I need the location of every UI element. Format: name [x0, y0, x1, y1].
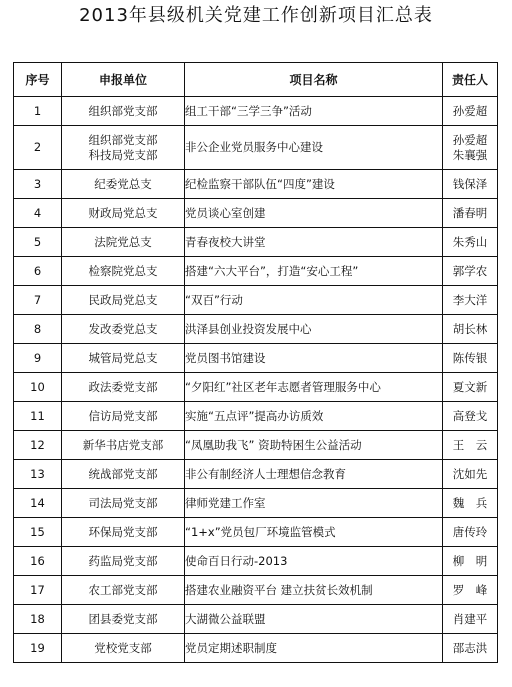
cell-no: 13	[14, 460, 62, 489]
cell-no: 6	[14, 257, 62, 286]
cell-no: 18	[14, 605, 62, 634]
table-row	[14, 489, 498, 518]
cell-unit	[62, 170, 185, 199]
cell-no: 9	[14, 344, 62, 373]
table-row	[14, 344, 498, 373]
owner-line: 罗 峰	[452, 582, 488, 597]
cell-no: 14	[14, 489, 62, 518]
cell-project-name: 党员图书馆建设	[185, 344, 443, 373]
owner-line: 李大洋	[452, 292, 488, 307]
cell-no: 10	[14, 373, 62, 402]
cell-unit	[62, 431, 185, 460]
cell-unit	[62, 286, 185, 315]
unit-line: 党校党支部	[94, 640, 152, 655]
table-row	[14, 605, 498, 634]
cell-unit	[62, 97, 185, 126]
owner-line: 夏文新	[452, 379, 488, 394]
owner-line: 肖建平	[452, 611, 488, 626]
unit-line: 发改委党总支	[88, 321, 158, 336]
cell-owner	[443, 489, 498, 518]
table-row	[14, 286, 498, 315]
cell-no: 11	[14, 402, 62, 431]
cell-owner	[443, 170, 498, 199]
cell-owner	[443, 431, 498, 460]
table-row	[14, 170, 498, 199]
owner-line: 邵志洪	[452, 640, 488, 655]
header-no: 序号	[14, 63, 62, 97]
table-row	[14, 199, 498, 228]
unit-line: 团县委党支部	[88, 611, 158, 626]
owner-line: 孙爱超	[452, 103, 488, 118]
cell-no: 12	[14, 431, 62, 460]
table-row	[14, 634, 498, 663]
owner-line: 胡长林	[452, 321, 488, 336]
cell-no: 7	[14, 286, 62, 315]
owner-line: 魏 兵	[452, 495, 488, 510]
owner-line: 郭学农	[452, 263, 488, 278]
header-project: 项目名称	[185, 63, 443, 97]
header-owner: 责任人	[443, 63, 498, 97]
cell-no: 5	[14, 228, 62, 257]
cell-unit	[62, 605, 185, 634]
cell-owner	[443, 126, 498, 170]
table-row	[14, 315, 498, 344]
cell-no: 3	[14, 170, 62, 199]
unit-line: 检察院党总支	[88, 263, 158, 278]
cell-no: 17	[14, 576, 62, 605]
document-title: 2013年县级机关党建工作创新项目汇总表	[79, 5, 433, 26]
owner-line: 王 云	[452, 437, 488, 452]
table-row	[14, 518, 498, 547]
cell-owner	[443, 402, 498, 431]
cell-owner	[443, 257, 498, 286]
cell-unit	[62, 460, 185, 489]
owner-line: 柳 明	[452, 553, 488, 568]
cell-unit	[62, 634, 185, 663]
cell-owner	[443, 605, 498, 634]
cell-owner	[443, 518, 498, 547]
cell-unit	[62, 126, 185, 170]
cell-owner	[443, 286, 498, 315]
cell-project-name: 党员谈心室创建	[185, 199, 443, 228]
owner-line: 高登戈	[452, 408, 488, 423]
cell-project-name: 大湖微公益联盟	[185, 605, 443, 634]
unit-line: 民政局党总支	[88, 292, 158, 307]
unit-line: 组织部党支部	[88, 132, 158, 147]
cell-project-name: 青春夜校大讲堂	[185, 228, 443, 257]
table-row	[14, 126, 498, 170]
cell-unit	[62, 344, 185, 373]
table-row	[14, 576, 498, 605]
cell-project-name: 洪泽县创业投资发展中心	[185, 315, 443, 344]
cell-project-name: “夕阳红”社区老年志愿者管理服务中心	[185, 373, 443, 402]
table-row	[14, 228, 498, 257]
cell-owner	[443, 199, 498, 228]
header-unit: 申报单位	[62, 63, 185, 97]
cell-no: 8	[14, 315, 62, 344]
cell-project-name: 非公企业党员服务中心建设	[185, 126, 443, 170]
unit-line: 法院党总支	[94, 234, 152, 249]
cell-unit	[62, 489, 185, 518]
owner-line: 潘春明	[452, 205, 488, 220]
owner-line: 沈如先	[452, 466, 488, 481]
table-row	[14, 257, 498, 286]
table-row	[14, 97, 498, 126]
cell-owner	[443, 634, 498, 663]
cell-project-name: 律师党建工作室	[185, 489, 443, 518]
owner-line: 陈传银	[452, 350, 488, 365]
unit-line: 药监局党支部	[88, 553, 158, 568]
table-row	[14, 402, 498, 431]
cell-project-name: 非公有制经济人士理想信念教育	[185, 460, 443, 489]
cell-no: 19	[14, 634, 62, 663]
owner-line: 钱保泽	[452, 176, 488, 191]
owner-line: 朱秀山	[452, 234, 488, 249]
table-body	[14, 97, 498, 663]
unit-line: 纪委党总支	[94, 176, 152, 191]
unit-line: 统战部党支部	[88, 466, 158, 481]
top-rule	[0, 0, 512, 2]
cell-unit	[62, 402, 185, 431]
cell-unit	[62, 228, 185, 257]
unit-line: 环保局党支部	[88, 524, 158, 539]
table-row	[14, 373, 498, 402]
unit-line: 组织部党支部	[88, 103, 158, 118]
cell-owner	[443, 460, 498, 489]
unit-line: 城管局党总支	[88, 350, 158, 365]
cell-project-name: 组工干部“三学三争”活动	[185, 97, 443, 126]
cell-unit	[62, 518, 185, 547]
owner-line: 唐传玲	[452, 524, 488, 539]
cell-unit	[62, 373, 185, 402]
cell-project-name: 党员定期述职制度	[185, 634, 443, 663]
cell-unit	[62, 576, 185, 605]
cell-no: 15	[14, 518, 62, 547]
cell-project-name: 搭建“六大平台”，打造“安心工程”	[185, 257, 443, 286]
cell-project-name: “1+x”党员包厂环境监管模式	[185, 518, 443, 547]
cell-owner	[443, 315, 498, 344]
cell-no: 4	[14, 199, 62, 228]
cell-owner	[443, 344, 498, 373]
cell-unit	[62, 257, 185, 286]
unit-line: 新华书店党支部	[82, 437, 164, 452]
header-row	[14, 63, 498, 97]
unit-line: 政法委党支部	[88, 379, 158, 394]
unit-line: 信访局党支部	[88, 408, 158, 423]
cell-owner	[443, 576, 498, 605]
cell-owner	[443, 547, 498, 576]
owner-line: 孙爱超	[452, 132, 488, 147]
cell-owner	[443, 228, 498, 257]
cell-project-name: “凤凰助我飞” 资助特困生公益活动	[185, 431, 443, 460]
unit-line: 科技局党支部	[88, 147, 158, 162]
cell-unit	[62, 547, 185, 576]
cell-unit	[62, 315, 185, 344]
cell-no: 2	[14, 126, 62, 170]
cell-no: 1	[14, 97, 62, 126]
cell-project-name: 实施“五点评”提高办访质效	[185, 402, 443, 431]
cell-owner	[443, 97, 498, 126]
cell-project-name: 搭建农业融资平台 建立扶贫长效机制	[185, 576, 443, 605]
table-row	[14, 431, 498, 460]
cell-project-name: 使命百日行动-2013	[185, 547, 443, 576]
owner-line: 朱襄强	[452, 147, 488, 162]
unit-line: 农工部党支部	[88, 582, 158, 597]
table-row	[14, 460, 498, 489]
cell-no: 16	[14, 547, 62, 576]
cell-project-name: “双百”行动	[185, 286, 443, 315]
cell-unit	[62, 199, 185, 228]
summary-table	[13, 62, 498, 663]
cell-owner	[443, 373, 498, 402]
cell-project-name: 纪检监察干部队伍“四度”建设	[185, 170, 443, 199]
unit-line: 司法局党支部	[88, 495, 158, 510]
unit-line: 财政局党总支	[88, 205, 158, 220]
table-row	[14, 547, 498, 576]
